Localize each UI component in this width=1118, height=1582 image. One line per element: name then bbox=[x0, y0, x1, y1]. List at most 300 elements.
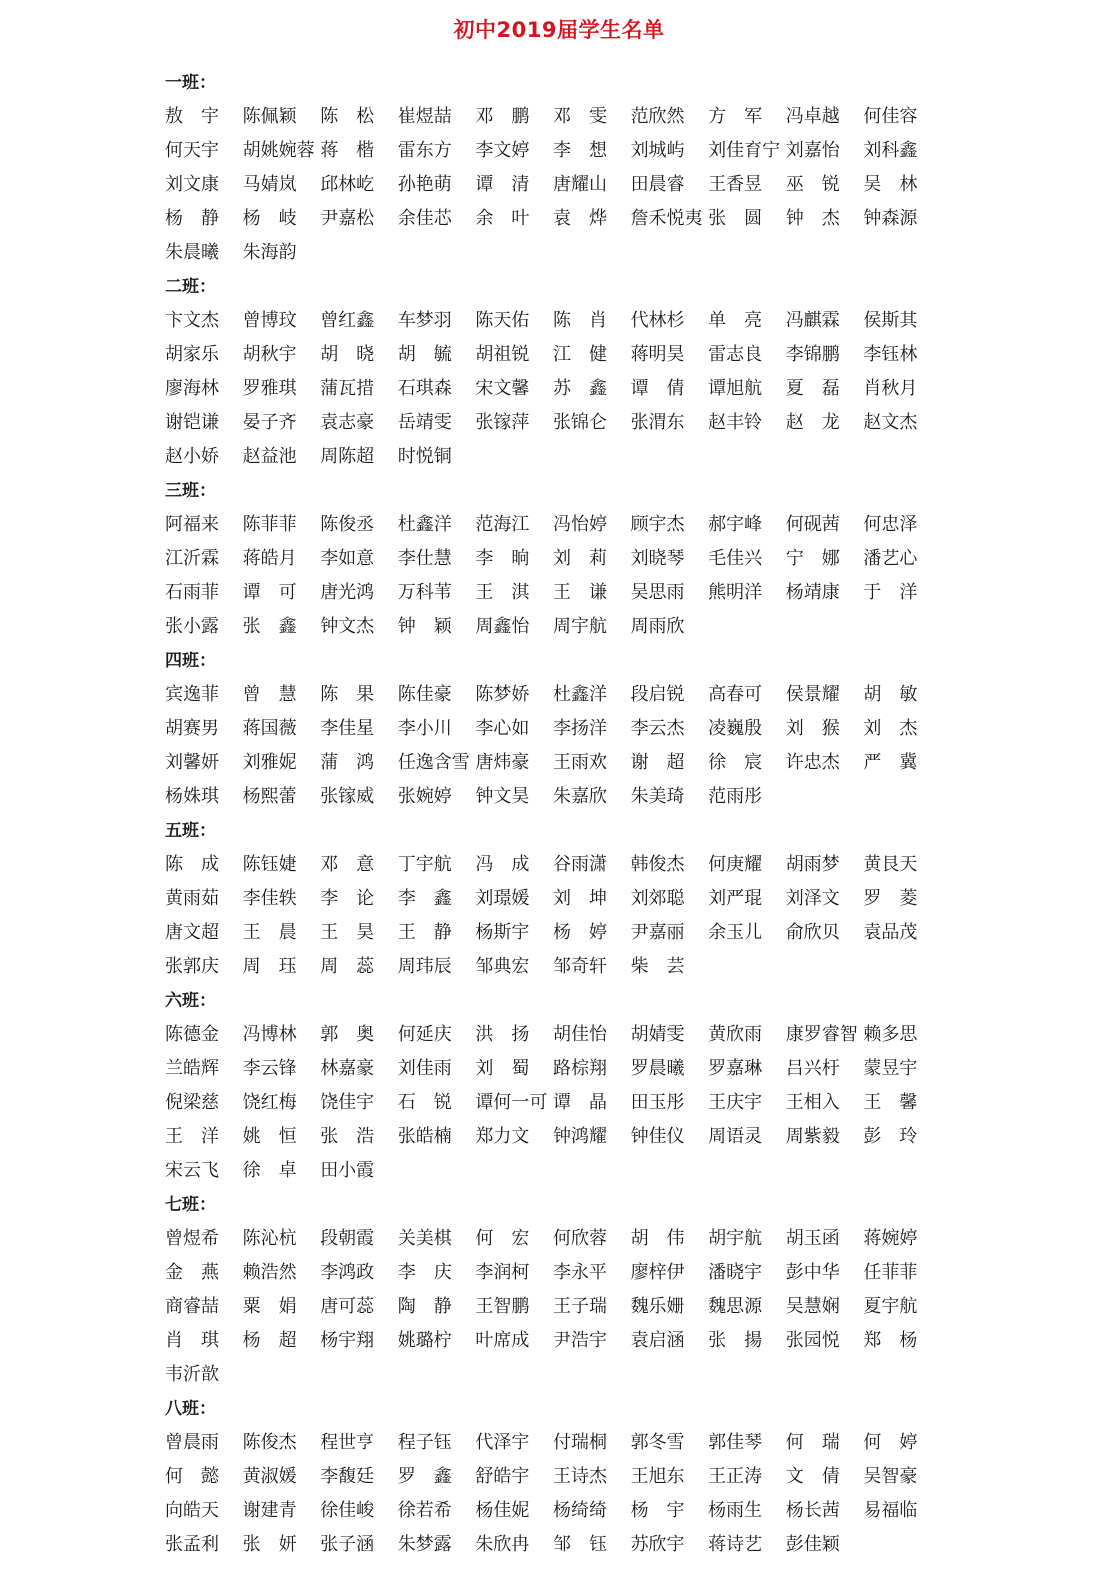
student-name: 罗嘉琳 bbox=[708, 1058, 763, 1079]
name-row bbox=[165, 508, 941, 542]
student-name: 钟鸿耀 bbox=[552, 1126, 607, 1147]
student-name: 林嘉豪 bbox=[320, 1058, 375, 1079]
class-heading: 一班： bbox=[165, 73, 216, 93]
student-name: 张子涵 bbox=[320, 1534, 375, 1555]
student-name: 陈肖 bbox=[552, 310, 625, 331]
student-name: 夏磊 bbox=[785, 378, 858, 399]
student-name: 胡家乐 bbox=[165, 344, 219, 365]
student-name: 廖梓伊 bbox=[630, 1262, 685, 1283]
student-name: 程世亨 bbox=[320, 1432, 375, 1453]
student-name: 钟杰 bbox=[785, 208, 858, 229]
student-name: 张浩 bbox=[320, 1126, 393, 1147]
student-name: 周珏 bbox=[242, 956, 315, 977]
student-name: 陈天佑 bbox=[475, 310, 530, 331]
student-name: 张妍 bbox=[242, 1534, 315, 1555]
student-name: 郑杨 bbox=[863, 1330, 936, 1351]
student-name: 任菲菲 bbox=[863, 1262, 918, 1283]
student-name: 曾晨雨 bbox=[165, 1432, 219, 1453]
student-name: 周雨欣 bbox=[630, 616, 685, 637]
student-name: 方军 bbox=[708, 106, 781, 127]
student-name: 车梦羽 bbox=[397, 310, 452, 331]
name-row bbox=[165, 916, 941, 950]
student-name: 杨斯宇 bbox=[475, 922, 530, 943]
student-name: 徐宸 bbox=[708, 752, 781, 773]
student-name: 洪扬 bbox=[475, 1024, 548, 1045]
student-name: 何砚茜 bbox=[785, 514, 840, 535]
student-name: 谢铠谦 bbox=[165, 412, 219, 433]
student-name: 卞文杰 bbox=[165, 310, 219, 331]
student-name: 周宇航 bbox=[552, 616, 607, 637]
student-name: 李润柯 bbox=[475, 1262, 530, 1283]
student-name: 李晌 bbox=[475, 548, 548, 569]
student-name: 曾红鑫 bbox=[320, 310, 375, 331]
name-row bbox=[165, 1528, 941, 1562]
student-name: 巫锐 bbox=[785, 174, 858, 195]
student-name: 张圆 bbox=[708, 208, 781, 229]
student-name: 周陈超 bbox=[320, 446, 375, 467]
student-name: 饶红梅 bbox=[242, 1092, 297, 1113]
name-row bbox=[165, 950, 941, 984]
student-name: 苏鑫 bbox=[552, 378, 625, 399]
student-name: 刘泽文 bbox=[785, 888, 840, 909]
student-name: 何瑞 bbox=[785, 1432, 858, 1453]
student-name: 付瑞桐 bbox=[552, 1432, 607, 1453]
student-name: 于洋 bbox=[863, 582, 936, 603]
student-name: 陈俊丞 bbox=[320, 514, 375, 535]
name-row bbox=[165, 1052, 941, 1086]
name-row bbox=[165, 1358, 941, 1392]
student-name: 晏子齐 bbox=[242, 412, 297, 433]
student-name: 谭倩 bbox=[630, 378, 703, 399]
student-name: 胡晓 bbox=[320, 344, 393, 365]
student-name: 关美棋 bbox=[397, 1228, 452, 1249]
student-name: 王洋 bbox=[165, 1126, 237, 1147]
student-name: 崔煜喆 bbox=[397, 106, 452, 127]
class-section bbox=[165, 1392, 941, 1562]
student-name: 杨宇翔 bbox=[320, 1330, 375, 1351]
student-name: 任逸含雪 bbox=[397, 752, 470, 773]
student-name: 叶席成 bbox=[475, 1330, 530, 1351]
student-name: 刘嘉怡 bbox=[785, 140, 840, 161]
student-name: 吴智豪 bbox=[863, 1466, 918, 1487]
student-name: 刘文康 bbox=[165, 174, 219, 195]
student-name: 朱晨曦 bbox=[165, 242, 219, 263]
student-name: 王旭东 bbox=[630, 1466, 685, 1487]
student-name: 李想 bbox=[552, 140, 625, 161]
student-name: 李鸿政 bbox=[320, 1262, 375, 1283]
student-name: 陈佩颖 bbox=[242, 106, 297, 127]
student-name: 王相入 bbox=[785, 1092, 840, 1113]
student-name: 毛佳兴 bbox=[708, 548, 763, 569]
student-name: 赖浩然 bbox=[242, 1262, 297, 1283]
student-name: 苏欣宇 bbox=[630, 1534, 685, 1555]
name-row bbox=[165, 678, 941, 712]
student-name: 王正涛 bbox=[708, 1466, 763, 1487]
student-name: 陈松 bbox=[320, 106, 393, 127]
student-name: 钟文杰 bbox=[320, 616, 375, 637]
student-name: 陈果 bbox=[320, 684, 393, 705]
student-name: 邱林屹 bbox=[320, 174, 375, 195]
student-name: 谷雨潇 bbox=[552, 854, 607, 875]
student-name: 刘科鑫 bbox=[863, 140, 918, 161]
student-name: 彭佳颖 bbox=[785, 1534, 840, 1555]
student-name: 张鑫 bbox=[242, 616, 315, 637]
student-name: 李云杰 bbox=[630, 718, 685, 739]
student-name: 杨静 bbox=[165, 208, 237, 229]
student-name: 田小霞 bbox=[320, 1160, 375, 1181]
name-row bbox=[165, 848, 941, 882]
student-name: 袁志豪 bbox=[320, 412, 375, 433]
student-name: 徐佳峻 bbox=[320, 1500, 375, 1521]
name-row bbox=[165, 338, 941, 372]
student-name: 朱梦露 bbox=[397, 1534, 452, 1555]
student-name: 郝宇峰 bbox=[708, 514, 763, 535]
student-name: 詹禾悦夷 bbox=[630, 208, 703, 229]
student-name: 刘璟媛 bbox=[475, 888, 530, 909]
student-name: 杨绮绮 bbox=[552, 1500, 607, 1521]
student-name: 李扬洋 bbox=[552, 718, 607, 739]
name-row bbox=[165, 1256, 941, 1290]
student-name: 余佳芯 bbox=[397, 208, 452, 229]
student-name: 李永平 bbox=[552, 1262, 607, 1283]
student-name: 周玮辰 bbox=[397, 956, 452, 977]
student-name: 何婷 bbox=[863, 1432, 936, 1453]
student-name: 郭佳琴 bbox=[708, 1432, 763, 1453]
student-name: 刘坤 bbox=[552, 888, 625, 909]
student-name: 邓意 bbox=[320, 854, 393, 875]
student-name: 熊明洋 bbox=[708, 582, 763, 603]
student-name: 胡祖锐 bbox=[475, 344, 530, 365]
student-name: 粟娟 bbox=[242, 1296, 315, 1317]
student-name: 吕兴杅 bbox=[785, 1058, 840, 1079]
student-name: 赖多思 bbox=[863, 1024, 918, 1045]
student-name: 谢超 bbox=[630, 752, 703, 773]
student-name: 韩俊杰 bbox=[630, 854, 685, 875]
student-name: 潘艺心 bbox=[863, 548, 918, 569]
class-heading: 七班： bbox=[165, 1195, 216, 1215]
student-name: 侯景耀 bbox=[785, 684, 840, 705]
name-row bbox=[165, 236, 941, 270]
student-name: 胡宇航 bbox=[708, 1228, 763, 1249]
name-row bbox=[165, 304, 941, 338]
student-name: 石锐 bbox=[397, 1092, 470, 1113]
student-name: 余叶 bbox=[475, 208, 548, 229]
student-name: 蒙昱宇 bbox=[863, 1058, 918, 1079]
student-name: 严冀 bbox=[863, 752, 936, 773]
name-row bbox=[165, 1324, 941, 1358]
student-name: 王雨欢 bbox=[552, 752, 607, 773]
student-name: 姚璐柠 bbox=[397, 1330, 452, 1351]
student-name: 刘猴 bbox=[785, 718, 858, 739]
student-name: 胡玉函 bbox=[785, 1228, 840, 1249]
student-name: 杨超 bbox=[242, 1330, 315, 1351]
student-name: 高春可 bbox=[708, 684, 763, 705]
student-name: 江沂霖 bbox=[165, 548, 219, 569]
student-name: 陈德金 bbox=[165, 1024, 219, 1045]
student-name: 何庚耀 bbox=[708, 854, 763, 875]
student-name: 杜鑫洋 bbox=[552, 684, 607, 705]
student-name: 刘馨妍 bbox=[165, 752, 219, 773]
student-name: 胡姚婉蓉 bbox=[242, 140, 315, 161]
student-name: 李心如 bbox=[475, 718, 530, 739]
student-name: 蒋皓月 bbox=[242, 548, 297, 569]
student-name: 邹奇轩 bbox=[552, 956, 607, 977]
student-name: 宾逸菲 bbox=[165, 684, 219, 705]
student-name: 李如意 bbox=[320, 548, 375, 569]
student-name: 陈菲菲 bbox=[242, 514, 297, 535]
student-name: 唐可蕊 bbox=[320, 1296, 375, 1317]
student-name: 李仕慧 bbox=[397, 548, 452, 569]
student-name: 张皓楠 bbox=[397, 1126, 452, 1147]
class-roster bbox=[165, 66, 941, 1562]
student-name: 彭玲 bbox=[863, 1126, 936, 1147]
student-name: 唐文超 bbox=[165, 922, 219, 943]
student-name: 何佳容 bbox=[863, 106, 918, 127]
student-name: 杨雨生 bbox=[708, 1500, 763, 1521]
student-name: 邹典宏 bbox=[475, 956, 530, 977]
student-name: 田玉彤 bbox=[630, 1092, 685, 1113]
student-name: 宋云飞 bbox=[165, 1160, 219, 1181]
class-section bbox=[165, 1188, 941, 1392]
student-name: 柴芸 bbox=[630, 956, 703, 977]
name-row bbox=[165, 1222, 941, 1256]
student-name: 李庆 bbox=[397, 1262, 470, 1283]
student-name: 何欣蓉 bbox=[552, 1228, 607, 1249]
student-name: 李文婷 bbox=[475, 140, 530, 161]
student-name: 蒋楷 bbox=[320, 140, 393, 161]
name-row bbox=[165, 780, 941, 814]
student-name: 冯卓越 bbox=[785, 106, 840, 127]
student-name: 冯怡婷 bbox=[552, 514, 607, 535]
student-name: 田晨睿 bbox=[630, 174, 685, 195]
student-name: 张孟利 bbox=[165, 1534, 219, 1555]
student-name: 王静 bbox=[397, 922, 470, 943]
student-name: 周蕊 bbox=[320, 956, 393, 977]
student-name: 唐炜豪 bbox=[475, 752, 530, 773]
student-name: 凌巍殷 bbox=[708, 718, 763, 739]
student-name: 李佳星 bbox=[320, 718, 375, 739]
student-name: 潘晓宇 bbox=[708, 1262, 763, 1283]
student-name: 文倩 bbox=[785, 1466, 858, 1487]
class-heading: 五班： bbox=[165, 821, 216, 841]
student-name: 郑力文 bbox=[475, 1126, 530, 1147]
student-name: 黄淑媛 bbox=[242, 1466, 297, 1487]
student-name: 钟颖 bbox=[397, 616, 470, 637]
student-name: 朱海韵 bbox=[242, 242, 297, 263]
student-name: 王子瑞 bbox=[552, 1296, 607, 1317]
student-name: 冯博林 bbox=[242, 1024, 297, 1045]
student-name: 代泽宇 bbox=[475, 1432, 530, 1453]
student-name: 黄艮天 bbox=[863, 854, 918, 875]
student-name: 罗雅琪 bbox=[242, 378, 297, 399]
name-row bbox=[165, 712, 941, 746]
student-name: 尹浩宇 bbox=[552, 1330, 607, 1351]
student-name: 袁启涵 bbox=[630, 1330, 685, 1351]
student-name: 宁娜 bbox=[785, 548, 858, 569]
name-row bbox=[165, 168, 941, 202]
student-name: 杨宇 bbox=[630, 1500, 703, 1521]
name-row bbox=[165, 1086, 941, 1120]
student-name: 韦沂歆 bbox=[165, 1364, 219, 1385]
student-name: 吴慧娴 bbox=[785, 1296, 840, 1317]
student-name: 吴思雨 bbox=[630, 582, 685, 603]
name-row bbox=[165, 440, 941, 474]
student-name: 张镓威 bbox=[320, 786, 375, 807]
student-name: 倪梁慈 bbox=[165, 1092, 219, 1113]
class-heading: 二班： bbox=[165, 277, 216, 297]
student-name: 王诗杰 bbox=[552, 1466, 607, 1487]
student-name: 王淇 bbox=[475, 582, 548, 603]
student-name: 杜鑫洋 bbox=[397, 514, 452, 535]
student-name: 胡佳怡 bbox=[552, 1024, 607, 1045]
student-name: 徐若希 bbox=[397, 1500, 452, 1521]
class-section bbox=[165, 66, 941, 270]
student-name: 赵龙 bbox=[785, 412, 858, 433]
name-row bbox=[165, 576, 941, 610]
student-name: 雷志良 bbox=[708, 344, 763, 365]
student-name: 向皓天 bbox=[165, 1500, 219, 1521]
student-name: 敖宇 bbox=[165, 106, 237, 127]
student-name: 朱嘉欣 bbox=[552, 786, 607, 807]
name-row bbox=[165, 882, 941, 916]
student-name: 赵小娇 bbox=[165, 446, 219, 467]
student-name: 彭中华 bbox=[785, 1262, 840, 1283]
student-name: 曾煜希 bbox=[165, 1228, 219, 1249]
name-row bbox=[165, 746, 941, 780]
student-name: 江健 bbox=[552, 344, 625, 365]
student-name: 谭何一可 bbox=[475, 1092, 548, 1113]
student-name: 周语灵 bbox=[708, 1126, 763, 1147]
student-name: 饶佳宇 bbox=[320, 1092, 375, 1113]
student-name: 尹嘉丽 bbox=[630, 922, 685, 943]
class-heading: 六班： bbox=[165, 991, 216, 1011]
student-name: 邓雯 bbox=[552, 106, 625, 127]
student-name: 程子钰 bbox=[397, 1432, 452, 1453]
student-name: 谭晶 bbox=[552, 1092, 625, 1113]
student-name: 刘雅妮 bbox=[242, 752, 297, 773]
student-name: 黄雨茹 bbox=[165, 888, 219, 909]
student-name: 俞欣贝 bbox=[785, 922, 840, 943]
student-name: 杨长茜 bbox=[785, 1500, 840, 1521]
name-row bbox=[165, 100, 941, 134]
student-name: 陈俊杰 bbox=[242, 1432, 297, 1453]
student-name: 范雨彤 bbox=[708, 786, 763, 807]
student-name: 蒋国薇 bbox=[242, 718, 297, 739]
student-name: 郭奥 bbox=[320, 1024, 393, 1045]
name-row bbox=[165, 1494, 941, 1528]
student-name: 丁宇航 bbox=[397, 854, 452, 875]
student-name: 蒋明昊 bbox=[630, 344, 685, 365]
student-name: 范海江 bbox=[475, 514, 530, 535]
student-name: 李钰林 bbox=[863, 344, 918, 365]
student-name: 蒋诗艺 bbox=[708, 1534, 763, 1555]
student-name: 范欣然 bbox=[630, 106, 685, 127]
student-name: 谢建青 bbox=[242, 1500, 297, 1521]
student-name: 岳靖雯 bbox=[397, 412, 452, 433]
page-title: 初中2019届学生名单 bbox=[453, 18, 665, 42]
student-name: 张锦仑 bbox=[552, 412, 607, 433]
student-name: 罗菱 bbox=[863, 888, 936, 909]
student-name: 杨靖康 bbox=[785, 582, 840, 603]
student-name: 张小露 bbox=[165, 616, 219, 637]
student-name: 王晨 bbox=[242, 922, 315, 943]
class-heading: 四班： bbox=[165, 651, 216, 671]
name-row bbox=[165, 610, 941, 644]
name-row bbox=[165, 1460, 941, 1494]
student-name: 雷东方 bbox=[397, 140, 452, 161]
student-name: 李佳轶 bbox=[242, 888, 297, 909]
name-row bbox=[165, 1426, 941, 1460]
student-name: 胡伟 bbox=[630, 1228, 703, 1249]
class-heading: 三班： bbox=[165, 481, 216, 501]
student-name: 张镓萍 bbox=[475, 412, 530, 433]
student-name: 钟森源 bbox=[863, 208, 918, 229]
student-name: 陶静 bbox=[397, 1296, 470, 1317]
student-name: 阿福来 bbox=[165, 514, 219, 535]
student-name: 冯成 bbox=[475, 854, 548, 875]
student-name: 陈成 bbox=[165, 854, 237, 875]
name-row bbox=[165, 1290, 941, 1324]
student-name: 徐卓 bbox=[242, 1160, 315, 1181]
student-name: 代林杉 bbox=[630, 310, 685, 331]
student-name: 罗鑫 bbox=[397, 1466, 470, 1487]
student-name: 许忠杰 bbox=[785, 752, 840, 773]
student-name: 易福临 bbox=[863, 1500, 918, 1521]
student-name: 商睿喆 bbox=[165, 1296, 219, 1317]
student-name: 王香昱 bbox=[708, 174, 763, 195]
name-row bbox=[165, 372, 941, 406]
student-name: 王庆宇 bbox=[708, 1092, 763, 1113]
student-name: 周鑫怡 bbox=[475, 616, 530, 637]
student-name: 段启锐 bbox=[630, 684, 685, 705]
name-row bbox=[165, 134, 941, 168]
student-name: 孙艳萌 bbox=[397, 174, 452, 195]
student-name: 杨熙蕾 bbox=[242, 786, 297, 807]
student-name: 杨岐 bbox=[242, 208, 315, 229]
student-name: 马婧岚 bbox=[242, 174, 297, 195]
student-name: 路棕翔 bbox=[552, 1058, 607, 1079]
student-name: 姚恒 bbox=[242, 1126, 315, 1147]
student-name: 李锦鹏 bbox=[785, 344, 840, 365]
student-name: 顾宇杰 bbox=[630, 514, 685, 535]
student-name: 唐耀山 bbox=[552, 174, 607, 195]
student-name: 李论 bbox=[320, 888, 393, 909]
student-name: 曾慧 bbox=[242, 684, 315, 705]
name-row bbox=[165, 1120, 941, 1154]
student-name: 蒲瓦措 bbox=[320, 378, 375, 399]
student-name: 夏宇航 bbox=[863, 1296, 918, 1317]
student-name: 杨婷 bbox=[552, 922, 625, 943]
student-name: 张园悦 bbox=[785, 1330, 840, 1351]
student-name: 赵益池 bbox=[242, 446, 297, 467]
student-name: 张揚 bbox=[708, 1330, 781, 1351]
student-name: 石雨菲 bbox=[165, 582, 219, 603]
student-name: 康罗睿智 bbox=[785, 1024, 858, 1045]
student-name: 刘佳育宁 bbox=[708, 140, 781, 161]
student-name: 尹嘉松 bbox=[320, 208, 375, 229]
student-name: 胡秋宇 bbox=[242, 344, 297, 365]
student-name: 杨姝琪 bbox=[165, 786, 219, 807]
student-name: 刘郊聪 bbox=[630, 888, 685, 909]
student-name: 钟佳仪 bbox=[630, 1126, 685, 1147]
student-name: 王谦 bbox=[552, 582, 625, 603]
student-name: 李小川 bbox=[397, 718, 452, 739]
student-name: 袁烨 bbox=[552, 208, 625, 229]
student-name: 刘蜀 bbox=[475, 1058, 548, 1079]
student-name: 胡婧雯 bbox=[630, 1024, 685, 1045]
name-row bbox=[165, 542, 941, 576]
student-name: 谭清 bbox=[475, 174, 548, 195]
